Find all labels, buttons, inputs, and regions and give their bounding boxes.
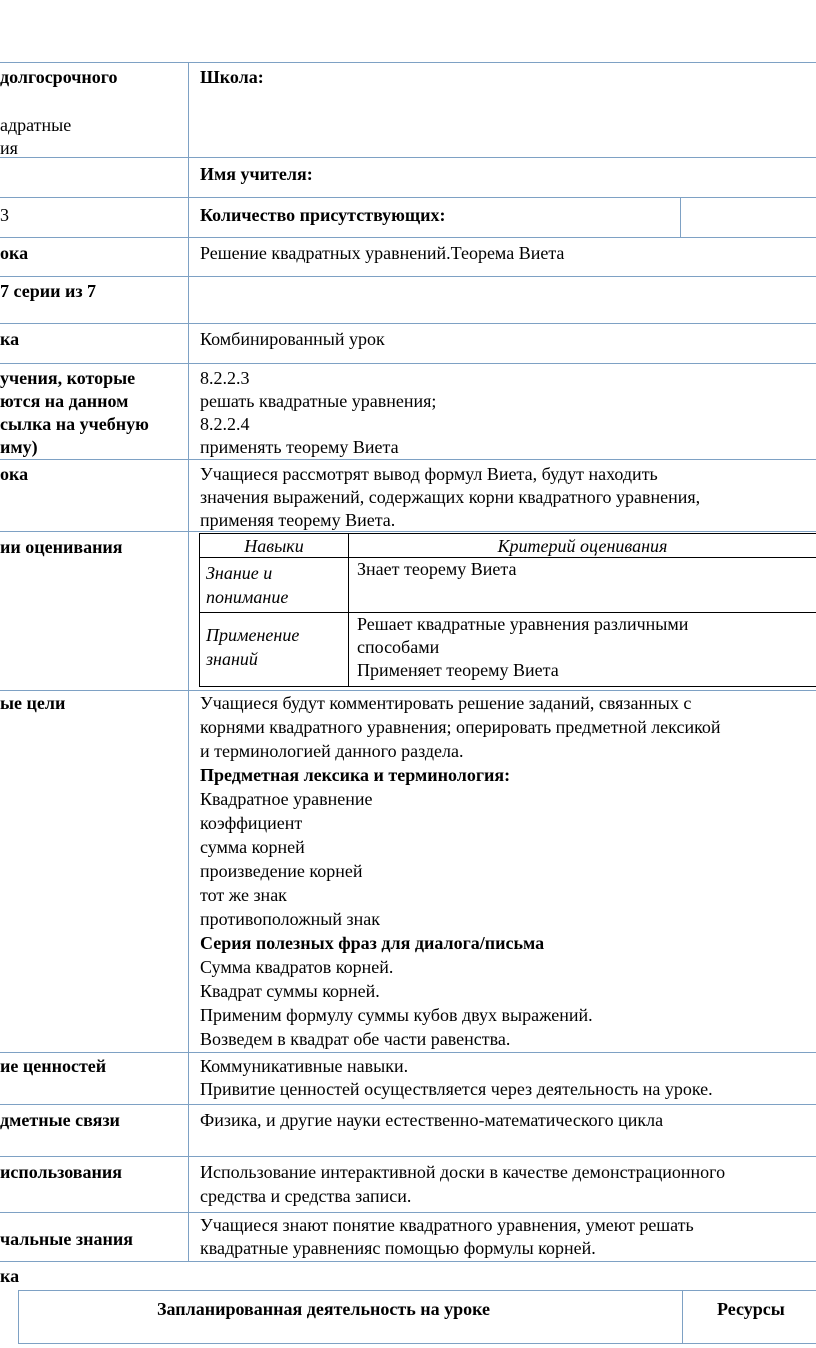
row-divider: [0, 157, 816, 158]
vocab-item: противоположный знак: [200, 909, 380, 929]
lesson-goals-line: применяя теорему Виета.: [200, 510, 396, 530]
plan-column-planned: Запланированная деятельность на уроке: [157, 1299, 491, 1319]
unit-label-line: адратные: [0, 115, 72, 135]
criteria-skill: понимание: [206, 587, 289, 607]
topic-label: ока: [0, 243, 29, 263]
unit-label-line: долгосрочного: [0, 67, 118, 87]
plan-title: ка: [0, 1266, 20, 1286]
lesson-type-label: ка: [0, 329, 20, 349]
plan-table-top: [18, 1290, 816, 1291]
lesson-goals-line: значения выражений, содержащих корни квадратного уравнения,: [200, 487, 701, 507]
topic-value: Решение квадратных уравнений.Теорема Виета: [200, 243, 565, 263]
phrase-item: Сумма квадратов корней.: [200, 957, 394, 977]
phrase-item: Возведем в квадрат обе части равенства.: [200, 1029, 511, 1049]
language-intro-line: корнями квадратного уравнения; оперировать предметной лексикой: [200, 717, 721, 737]
lesson-goals-label: ока: [0, 464, 29, 484]
ict-line: средства и средства записи.: [200, 1186, 412, 1206]
criteria-criterion: Применяет теорему Виета: [357, 660, 559, 680]
row-divider: [0, 197, 816, 198]
vocab-item: произведение корней: [200, 861, 363, 881]
lesson-type-value: Комбинированный урок: [200, 329, 385, 349]
row-divider: [0, 237, 816, 238]
row-divider: [0, 363, 816, 364]
row-divider: [0, 1104, 816, 1105]
vocab-item: сумма корней: [200, 837, 305, 857]
prior-line: Учащиеся знают понятие квадратного уравнения, умеют решать: [200, 1215, 694, 1235]
prior-line: квадратные уравненияс помощью формулы корней.: [200, 1238, 596, 1258]
objective-text: применять теорему Виета: [200, 437, 399, 457]
table-top-border: [0, 62, 816, 63]
phrase-item: Квадрат суммы корней.: [200, 981, 380, 1001]
attendance-label: Количество присутствующих:: [200, 205, 446, 225]
objectives-label-line: ются на данном: [0, 391, 129, 411]
criteria-criterion-cell: [349, 558, 816, 613]
objectives-label-line: иму): [0, 437, 38, 457]
criteria-criterion: Решает квадратные уравнения различными: [357, 614, 689, 634]
unit-label-line: ия: [0, 138, 18, 158]
values-line: Привитие ценностей осуществляется через деятельность на уроке.: [200, 1079, 713, 1099]
criteria-skill: Применение: [206, 625, 300, 645]
objectives-label-line: сылка на учебную: [0, 414, 149, 434]
criteria-skill-cell: [200, 613, 349, 687]
criteria-header-criterion: Критерий оценивания: [349, 534, 816, 558]
criteria-criterion: способами: [357, 637, 440, 657]
attendance-value-divider: [680, 197, 681, 237]
criteria-row: [200, 558, 816, 613]
lesson-goals-line: Учащиеся рассмотрят вывод формул Виета, будут находить: [200, 464, 658, 484]
ict-label: использования: [0, 1162, 122, 1182]
cross-curricular-label: дметные связи: [0, 1110, 120, 1130]
school-label: Школа:: [200, 67, 264, 87]
language-intro-line: и терминологией данного раздела.: [200, 741, 464, 761]
row-divider: [0, 1212, 816, 1213]
series-label: 7 серии из 7: [0, 281, 97, 301]
row-divider: [0, 531, 816, 532]
row-divider: [0, 1156, 816, 1157]
criteria-skill: Знание и: [206, 563, 273, 583]
prior-label: чальные знания: [0, 1229, 133, 1249]
objective-text: решать квадратные уравнения;: [200, 391, 437, 411]
column-divider: [188, 62, 189, 1261]
ict-line: Использование интерактивной доски в качестве демонстрационного: [200, 1162, 726, 1182]
language-goals-label: ые цели: [0, 693, 66, 713]
criteria-row: [200, 613, 816, 687]
phrase-item: Применим формулу суммы кубов двух выражений.: [200, 1005, 593, 1025]
criteria-criterion: Знает теорему Виета: [357, 559, 517, 579]
vocab-item: Квадратное уравнение: [200, 789, 373, 809]
objectives-label-line: учения, которые: [0, 368, 136, 388]
row-divider: [0, 690, 816, 691]
plan-table-left: [18, 1290, 19, 1343]
teacher-label: Имя учителя:: [200, 164, 313, 184]
criteria-label: ии оценивания: [0, 537, 123, 557]
row-divider: [0, 276, 816, 277]
vocab-item: коэффициент: [200, 813, 303, 833]
language-intro-line: Учащиеся будут комментировать решение заданий, связанных с: [200, 693, 692, 713]
phrases-title: Серия полезных фраз для диалога/письма: [200, 933, 545, 953]
row-divider: [0, 1261, 816, 1262]
plan-table-divider: [682, 1290, 683, 1343]
row-divider: [0, 323, 816, 324]
objective-code: 8.2.2.4: [200, 414, 250, 434]
plan-table-bottom: [18, 1343, 816, 1344]
row-divider: [0, 459, 816, 460]
criteria-criterion-cell: [349, 613, 816, 687]
vocab-title: Предметная лексика и терминология:: [200, 765, 511, 785]
grade-label: 3: [0, 205, 9, 225]
values-label: ие ценностей: [0, 1056, 107, 1076]
objective-code: 8.2.2.3: [200, 368, 250, 388]
criteria-table: [199, 533, 816, 687]
criteria-header-skill: Навыки: [200, 534, 349, 558]
vocab-item: тот же знак: [200, 885, 287, 905]
values-line: Коммуникативные навыки.: [200, 1056, 409, 1076]
cross-curricular-value: Физика, и другие науки естественно-математического цикла: [200, 1110, 664, 1130]
criteria-skill-cell: [200, 558, 349, 613]
row-divider: [0, 1052, 816, 1053]
criteria-skill: знаний: [206, 649, 258, 669]
plan-column-resources: Ресурсы: [717, 1299, 785, 1319]
